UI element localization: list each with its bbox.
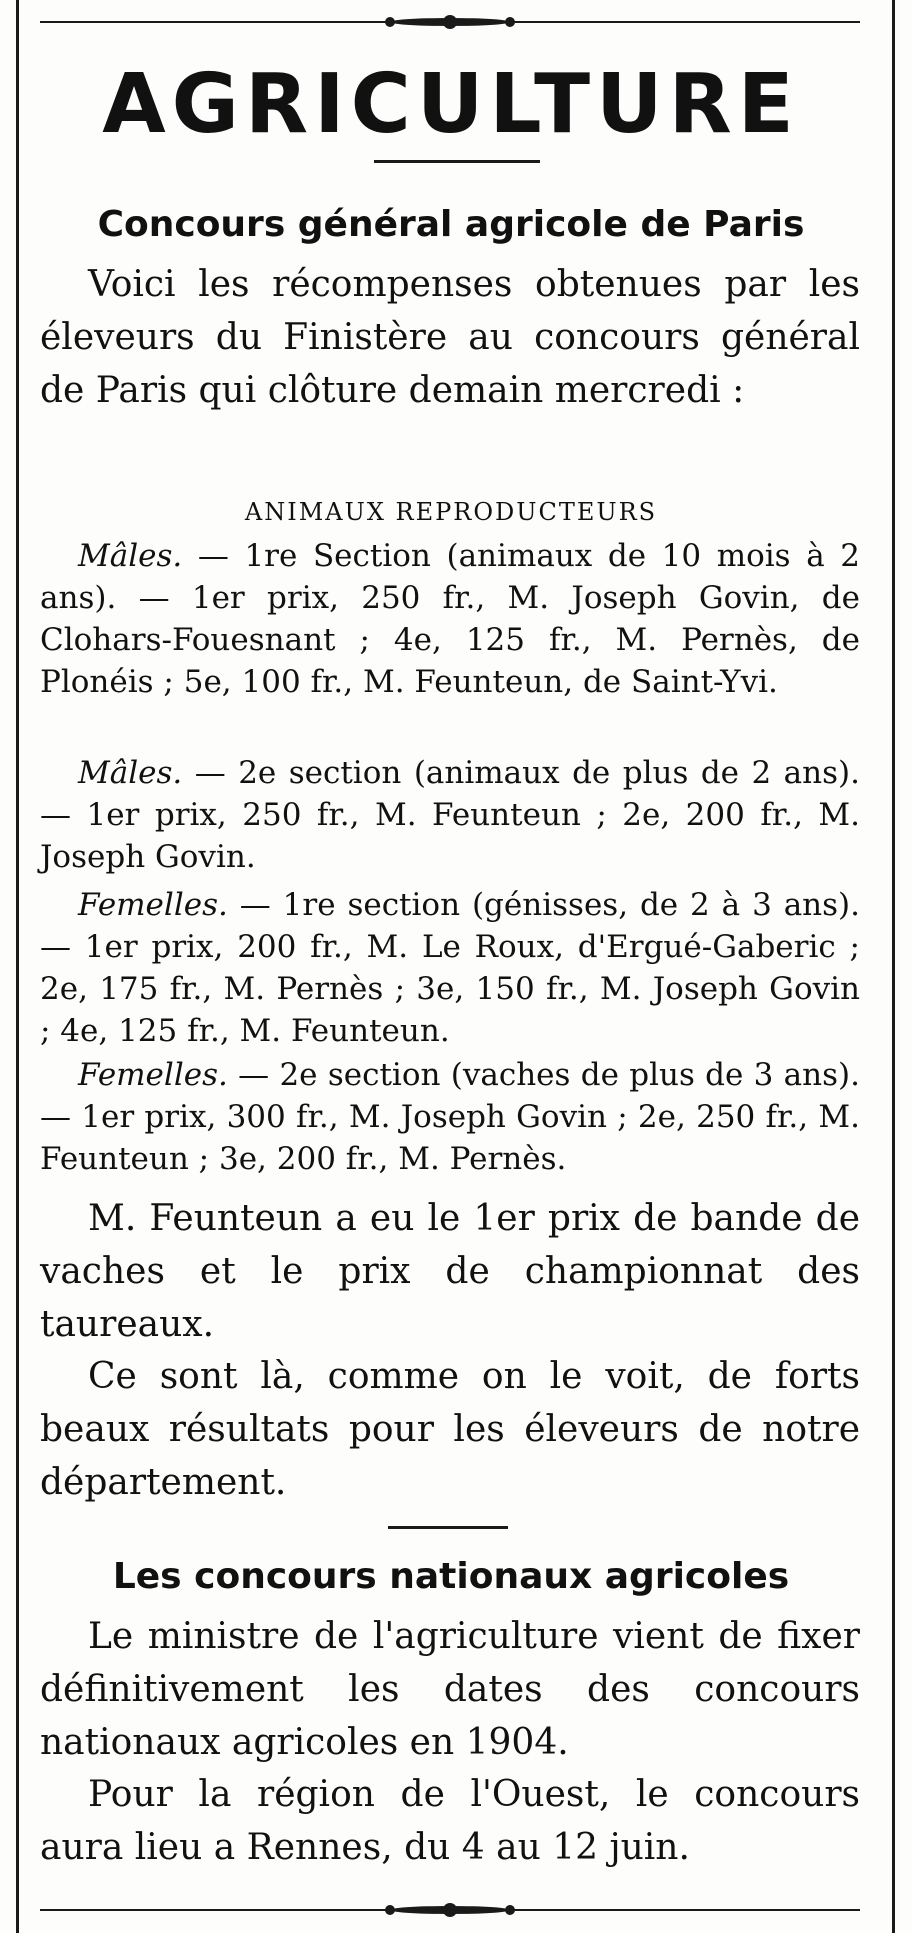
article2-para2: Pour la région de l'Ouest, le concours aura lieu a Rennes, du 4 au 12 juin. [40, 1774, 860, 1868]
article1-intro: Voici les récompenses obtenues par les éleveurs du Finistère au concours général de Paris qui clôture demain mercredi : [40, 264, 860, 411]
entry-text: — 1re Section (animaux de 10 mois à 2 ans). — 1er prix, 250 fr., M. Joseph Govin, de Clohars-Fouesnant ; 4e, 125 fr., M. Pernès, de Plonéis ; 5e, 100 fr., M. Feunteun, de Saint-Yvi. [40, 538, 860, 700]
article1-para3: Ce sont là, comme on le voit, de forts beaux résultats pour les éleveurs de notre département. [40, 1356, 860, 1503]
bottom-ornament-rule [40, 1900, 860, 1920]
entry-label: Femelles. [78, 887, 228, 923]
article1-heading: Concours général agricole de Paris [97, 204, 805, 245]
article2-para1: Le ministre de l'agriculture vient de fixer définitivement les dates des concours nationaux agricoles en 1904. [40, 1616, 860, 1763]
article-separator [388, 1526, 508, 1529]
entry-label: Mâles. [78, 538, 183, 574]
right-column-rule [892, 0, 895, 1933]
entry-label: Femelles. [78, 1057, 228, 1093]
top-ornament-rule [40, 12, 860, 32]
entry-males-section1 [40, 535, 860, 703]
left-column-rule [16, 0, 19, 1933]
entry-label: Mâles. [78, 755, 183, 791]
entry-text: — 1re section (génisses, de 2 à 3 ans). — 1er prix, 200 fr., M. Le Roux, d'Ergué-Gaberic ; 2e, 175 fr., M. Pernès ; 3e, 150 fr., M. Joseph Govin ; 4e, 125 fr., M. Feunteun. [40, 887, 860, 1049]
section-title: AGRICULTURE [102, 57, 800, 152]
entry-females-section2 [40, 1054, 860, 1180]
article2-heading: Les concours nationaux agricoles [112, 1556, 790, 1597]
entry-text: — 2e section (animaux de plus de 2 ans). — 1er prix, 250 fr., M. Feunteun ; 2e, 200 fr., M. Joseph Govin. [40, 755, 860, 875]
entry-males-section2 [40, 752, 860, 878]
article1-para2: M. Feunteun a eu le 1er prix de bande de vaches et le prix de championnat des taureaux. [40, 1198, 860, 1345]
title-underline [374, 160, 540, 163]
entry-text: — 2e section (vaches de plus de 3 ans). — 1er prix, 300 fr., M. Joseph Govin ; 2e, 250 fr., M. Feunteun ; 3e, 200 fr., M. Pernès. [40, 1057, 860, 1177]
article1-subhead: ANIMAUX REPRODUCTEURS [244, 498, 658, 526]
entry-females-section1 [40, 884, 860, 1052]
